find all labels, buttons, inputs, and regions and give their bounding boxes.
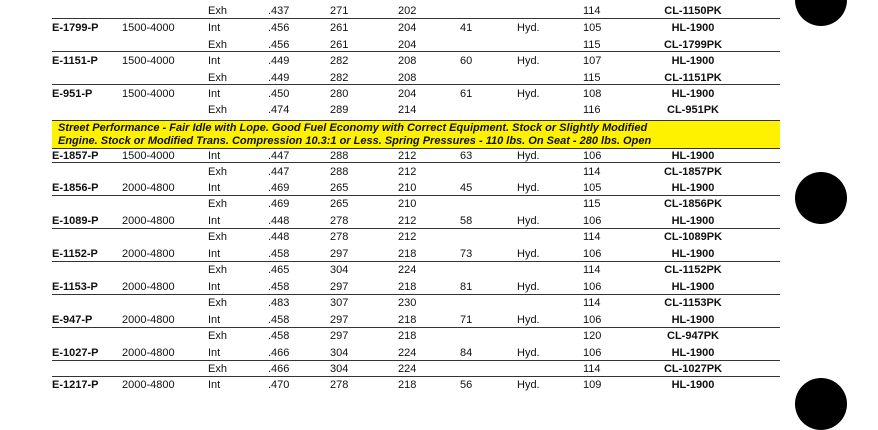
valve-type: Int xyxy=(208,215,221,227)
lifter-style: Hyd. xyxy=(517,379,540,391)
spring-part: HL-1900 xyxy=(671,22,715,34)
part-number: E-951-P xyxy=(52,88,93,100)
duration-value: 278 xyxy=(330,215,349,227)
duration-value: 289 xyxy=(330,104,349,116)
row-divider xyxy=(52,327,780,328)
lobe-value: 81 xyxy=(460,281,473,293)
duration-value: 278 xyxy=(330,231,349,243)
valve-type: Int xyxy=(208,314,221,326)
lift-value: .449 xyxy=(268,55,290,67)
duration-value: 288 xyxy=(330,166,349,178)
duration-050-value: 210 xyxy=(398,198,417,210)
valve-type: Int xyxy=(208,88,221,100)
centerline-value: 105 xyxy=(583,182,602,194)
lift-value: .450 xyxy=(268,88,290,100)
spring-part: CL-1799PK xyxy=(663,39,723,51)
part-number: E-947-P xyxy=(52,314,93,326)
row-divider xyxy=(52,162,780,163)
rpm-range: 1500-4000 xyxy=(122,55,175,67)
duration-050-value: 224 xyxy=(398,347,417,359)
lifter-style: Hyd. xyxy=(517,88,540,100)
valve-type: Int xyxy=(208,150,221,162)
lifter-style: Hyd. xyxy=(517,215,540,227)
table-row xyxy=(0,377,800,393)
valve-type: Int xyxy=(208,55,221,67)
lift-value: .469 xyxy=(268,182,290,194)
duration-050-value: 202 xyxy=(398,5,417,17)
centerline-value: 106 xyxy=(583,347,602,359)
spring-part: CL-1856PK xyxy=(663,198,723,210)
spring-part: CL-947PK xyxy=(667,330,719,342)
table-row xyxy=(0,361,800,377)
centerline-value: 114 xyxy=(583,231,601,243)
banner-line-1: Street Performance - Fair Idle with Lope. Good Fuel Economy with Correct Equipment. Stock or Slightly Modified xyxy=(58,122,648,134)
spring-part: HL-1900 xyxy=(671,248,715,260)
part-number: E-1152-P xyxy=(52,248,98,260)
table-row xyxy=(0,312,800,328)
lifter-style: Hyd. xyxy=(517,347,540,359)
rpm-range: 1500-4000 xyxy=(122,150,175,162)
spring-part: CL-951PK xyxy=(667,104,719,116)
duration-050-value: 208 xyxy=(398,55,417,67)
centerline-value: 106 xyxy=(583,281,602,293)
centerline-value: 106 xyxy=(583,248,602,260)
row-divider xyxy=(52,294,780,295)
table-row xyxy=(0,229,800,245)
lifter-style: Hyd. xyxy=(517,55,540,67)
valve-type: Int xyxy=(208,22,221,34)
table-row xyxy=(0,295,800,311)
lift-value: .465 xyxy=(268,264,290,276)
valve-type: Exh xyxy=(208,39,227,51)
duration-value: 304 xyxy=(330,363,349,375)
row-divider xyxy=(52,360,780,361)
table-row xyxy=(0,196,800,212)
duration-value: 265 xyxy=(330,182,349,194)
centerline-value: 114 xyxy=(583,264,601,276)
duration-050-value: 230 xyxy=(398,297,417,309)
duration-050-value: 224 xyxy=(398,363,417,375)
rpm-range: 2000-4800 xyxy=(122,347,175,359)
centerline-value: 106 xyxy=(583,314,602,326)
duration-050-value: 204 xyxy=(398,39,417,51)
lobe-value: 84 xyxy=(460,347,473,359)
duration-050-value: 212 xyxy=(398,166,417,178)
duration-050-value: 224 xyxy=(398,264,417,276)
spring-part: HL-1900 xyxy=(671,314,715,326)
rpm-range: 2000-4800 xyxy=(122,314,175,326)
valve-type: Int xyxy=(208,182,221,194)
binder-hole-icon xyxy=(795,378,847,430)
rpm-range: 1500-4000 xyxy=(122,88,175,100)
part-number: E-1089-P xyxy=(52,215,99,227)
row-divider xyxy=(52,84,780,85)
duration-value: 271 xyxy=(330,5,349,17)
table-row xyxy=(0,86,800,102)
centerline-value: 105 xyxy=(583,22,602,34)
valve-type: Exh xyxy=(208,330,227,342)
duration-value: 297 xyxy=(330,314,349,326)
lift-value: .437 xyxy=(268,5,290,17)
valve-type: Exh xyxy=(208,72,227,84)
duration-value: 297 xyxy=(330,281,349,293)
centerline-value: 108 xyxy=(583,88,602,100)
lift-value: .469 xyxy=(268,198,290,210)
rpm-range: 2000-4800 xyxy=(122,379,175,391)
duration-value: 297 xyxy=(330,330,349,342)
valve-type: Exh xyxy=(208,104,227,116)
valve-type: Exh xyxy=(208,363,227,375)
lift-value: .447 xyxy=(268,150,290,162)
valve-type: Int xyxy=(208,248,221,260)
spring-part: HL-1900 xyxy=(671,55,715,67)
spring-part: HL-1900 xyxy=(671,215,715,227)
part-number: E-1151-P xyxy=(52,55,98,67)
lift-value: .456 xyxy=(268,39,290,51)
duration-050-value: 204 xyxy=(398,22,417,34)
rpm-range: 2000-4800 xyxy=(122,281,175,293)
lifter-style: Hyd. xyxy=(517,22,540,34)
spring-part: CL-1857PK xyxy=(663,166,723,178)
duration-value: 307 xyxy=(330,297,349,309)
spring-part: CL-1027PK xyxy=(663,363,723,375)
duration-050-value: 210 xyxy=(398,182,417,194)
table-row xyxy=(0,164,800,180)
lobe-value: 58 xyxy=(460,215,473,227)
rpm-range: 2000-4800 xyxy=(122,248,175,260)
centerline-value: 109 xyxy=(583,379,602,391)
part-number: E-1799-P xyxy=(52,22,99,34)
duration-050-value: 218 xyxy=(398,248,417,260)
duration-value: 288 xyxy=(330,150,349,162)
lifter-style: Hyd. xyxy=(517,314,540,326)
table-row xyxy=(0,20,800,36)
row-divider xyxy=(52,228,780,229)
valve-type: Exh xyxy=(208,264,227,276)
banner-line-2: Engine. Stock or Modified Trans. Compression 10.3:1 or Less. Spring Pressures - 110 lbs. On Seat - 280 lbs. Open xyxy=(58,135,652,147)
table-row xyxy=(0,102,800,118)
lobe-value: 60 xyxy=(460,55,473,67)
table-row xyxy=(0,328,800,344)
lifter-style: Hyd. xyxy=(517,150,540,162)
centerline-value: 115 xyxy=(583,72,601,84)
spring-part: CL-1153PK xyxy=(664,297,722,309)
centerline-value: 114 xyxy=(583,363,601,375)
valve-type: Exh xyxy=(208,5,227,17)
rpm-range: 1500-4000 xyxy=(122,22,175,34)
lobe-value: 73 xyxy=(460,248,473,260)
valve-type: Exh xyxy=(208,198,227,210)
centerline-value: 115 xyxy=(583,198,601,210)
duration-050-value: 204 xyxy=(398,88,417,100)
row-divider xyxy=(52,195,780,196)
valve-type: Exh xyxy=(208,166,227,178)
duration-value: 282 xyxy=(330,55,349,67)
centerline-value: 114 xyxy=(583,166,601,178)
spring-part: CL-1089PK xyxy=(663,231,723,243)
lifter-style: Hyd. xyxy=(517,248,540,260)
duration-value: 297 xyxy=(330,248,349,260)
duration-050-value: 218 xyxy=(398,379,417,391)
duration-value: 261 xyxy=(330,39,349,51)
lift-value: .483 xyxy=(268,297,290,309)
spring-part: HL-1900 xyxy=(671,88,715,100)
lifter-style: Hyd. xyxy=(517,182,540,194)
duration-value: 304 xyxy=(330,347,349,359)
part-number: E-1153-P xyxy=(52,281,98,293)
lift-value: .458 xyxy=(268,281,290,293)
spring-part: HL-1900 xyxy=(671,281,715,293)
lobe-value: 56 xyxy=(460,379,473,391)
lift-value: .448 xyxy=(268,231,290,243)
duration-value: 265 xyxy=(330,198,349,210)
centerline-value: 106 xyxy=(583,150,602,162)
duration-value: 304 xyxy=(330,264,349,276)
valve-type: Int xyxy=(208,379,221,391)
part-number: E-1856-P xyxy=(52,182,99,194)
category-banner xyxy=(52,120,780,149)
table-row xyxy=(0,246,800,262)
valve-type: Exh xyxy=(208,297,227,309)
duration-value: 280 xyxy=(330,88,349,100)
centerline-value: 107 xyxy=(583,55,602,67)
lift-value: .458 xyxy=(268,330,290,342)
centerline-value: 106 xyxy=(583,215,602,227)
rpm-range: 2000-4800 xyxy=(122,215,175,227)
duration-050-value: 218 xyxy=(398,281,417,293)
row-divider xyxy=(52,18,780,19)
lift-value: .447 xyxy=(268,166,290,178)
centerline-value: 115 xyxy=(583,39,601,51)
lift-value: .449 xyxy=(268,72,290,84)
duration-050-value: 218 xyxy=(398,330,417,342)
lobe-value: 45 xyxy=(460,182,473,194)
row-divider xyxy=(52,261,780,262)
binder-hole-icon xyxy=(795,0,847,26)
duration-050-value: 218 xyxy=(398,314,417,326)
table-row xyxy=(0,3,800,19)
lifter-style: Hyd. xyxy=(517,281,540,293)
duration-value: 278 xyxy=(330,379,349,391)
part-number: E-1857-P xyxy=(52,150,99,162)
duration-050-value: 212 xyxy=(398,215,417,227)
spring-part: HL-1900 xyxy=(671,150,715,162)
lobe-value: 61 xyxy=(460,88,473,100)
duration-value: 282 xyxy=(330,72,349,84)
part-number: E-1217-P xyxy=(52,379,99,391)
part-number: E-1027-P xyxy=(52,347,99,359)
valve-type: Int xyxy=(208,281,221,293)
lift-value: .448 xyxy=(268,215,290,227)
lift-value: .474 xyxy=(268,104,290,116)
lift-value: .466 xyxy=(268,347,290,359)
duration-050-value: 212 xyxy=(398,150,417,162)
duration-050-value: 212 xyxy=(398,231,417,243)
centerline-value: 120 xyxy=(583,330,602,342)
table-row xyxy=(0,279,800,295)
duration-050-value: 214 xyxy=(398,104,417,116)
centerline-value: 114 xyxy=(583,5,601,17)
spring-part: HL-1900 xyxy=(671,182,715,194)
row-divider xyxy=(52,376,780,377)
lobe-value: 71 xyxy=(460,314,473,326)
lift-value: .470 xyxy=(268,379,290,391)
spring-part: HL-1900 xyxy=(671,379,715,391)
rpm-range: 2000-4800 xyxy=(122,182,175,194)
lift-value: .458 xyxy=(268,248,290,260)
valve-type: Exh xyxy=(208,231,227,243)
centerline-value: 114 xyxy=(583,297,601,309)
table-row xyxy=(0,180,800,196)
duration-050-value: 208 xyxy=(398,72,417,84)
binder-hole-icon xyxy=(795,172,847,224)
lobe-value: 41 xyxy=(460,22,473,34)
lift-value: .456 xyxy=(268,22,290,34)
spring-part: HL-1900 xyxy=(671,347,715,359)
lift-value: .458 xyxy=(268,314,290,326)
spring-part: CL-1150PK xyxy=(664,5,722,17)
table-row xyxy=(0,213,800,229)
duration-value: 261 xyxy=(330,22,349,34)
table-row xyxy=(0,345,800,361)
lobe-value: 63 xyxy=(460,150,473,162)
row-divider xyxy=(52,51,780,52)
spring-part: CL-1152PK xyxy=(664,264,722,276)
valve-type: Int xyxy=(208,347,221,359)
spring-part: CL-1151PK xyxy=(664,72,722,84)
lift-value: .466 xyxy=(268,363,290,375)
table-row xyxy=(0,262,800,278)
table-row xyxy=(0,53,800,69)
centerline-value: 116 xyxy=(583,104,601,116)
